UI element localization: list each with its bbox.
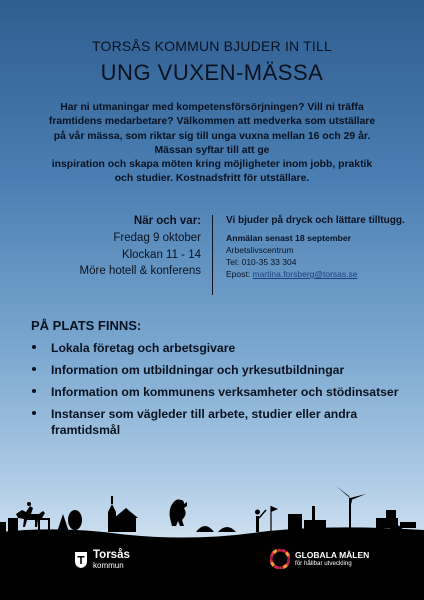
invite-heading: TORSÅS KOMMUN BJUDER IN TILL — [91, 38, 332, 54]
intro-line: och studier. Kostnadsfritt för utställare. — [114, 173, 310, 185]
list-item — [31, 340, 401, 356]
list-item-text: Information om kommunens verksamheter och stödinsatser — [51, 385, 399, 399]
intro-line: framtidens medarbetare? Välkommen att medverka som utställare — [48, 116, 376, 128]
municipality-name: Torsås — [93, 549, 130, 561]
list-item — [31, 384, 401, 400]
organizer-name: Arbetslivscentrum — [226, 245, 294, 255]
vertical-divider — [212, 215, 213, 295]
event-venue: Möre hotell & konferens — [79, 265, 201, 277]
bullet-icon — [32, 389, 36, 393]
registration-deadline: Anmälan senast 18 september — [226, 233, 352, 243]
global-goals-subtitle: för hållbar utveckling — [295, 560, 352, 567]
list-item — [31, 362, 401, 378]
registration-block — [226, 214, 416, 280]
refreshments-text: Vi bjuder på dryck och lättare tilltugg. — [226, 215, 405, 226]
bullet-icon — [32, 367, 36, 371]
municipality-shield-icon — [74, 551, 88, 569]
intro-line: Mässan syftar till att ge — [154, 144, 270, 156]
when-where-label: När och var: — [133, 215, 201, 227]
global-goals-logo[interactable] — [270, 549, 369, 569]
onsite-heading: PÅ PLATS FINNS: — [31, 318, 142, 333]
email-link[interactable]: martina.forsberg@torsas.se — [252, 269, 358, 279]
municipality-subtitle: kommun — [93, 561, 124, 570]
list-item-text: Instanser som vägleder till arbete, studier eller andra framtidsmål — [51, 407, 358, 437]
bullet-icon — [32, 345, 36, 349]
sdg-wheel-icon — [270, 549, 290, 569]
when-where-block — [60, 213, 201, 280]
list-item-text: Lokala företag och arbetsgivare — [51, 341, 236, 355]
event-title: UNG VUXEN-MÄSSA — [100, 60, 324, 85]
list-item-text: Information om utbildningar och yrkesutbildningar — [51, 363, 345, 377]
email-label: Epost: — [226, 269, 251, 279]
global-goals-title: GLOBALA MÅLEN — [295, 550, 370, 560]
phone-number: Tel: 010-35 33 304 — [226, 257, 297, 267]
intro-line: inspiration och skapa möten kring möjligheter inom jobb, praktik — [51, 159, 373, 171]
intro-text — [22, 101, 402, 187]
event-time: Klockan 11 - 14 — [121, 248, 201, 261]
intro-line: Har ni utmaningar med kompetensförsörjningen? Vill ni träffa — [60, 102, 364, 113]
onsite-list — [31, 340, 401, 444]
list-item — [31, 406, 401, 438]
bullet-icon — [32, 411, 36, 415]
event-date: Fredag 9 oktober — [113, 232, 201, 244]
intro-line: på vår mässa, som riktar sig till unga vuxna mellan 16 och 29 år. — [53, 130, 371, 142]
torsas-kommun-logo[interactable] — [74, 549, 130, 571]
email-row — [226, 268, 416, 280]
